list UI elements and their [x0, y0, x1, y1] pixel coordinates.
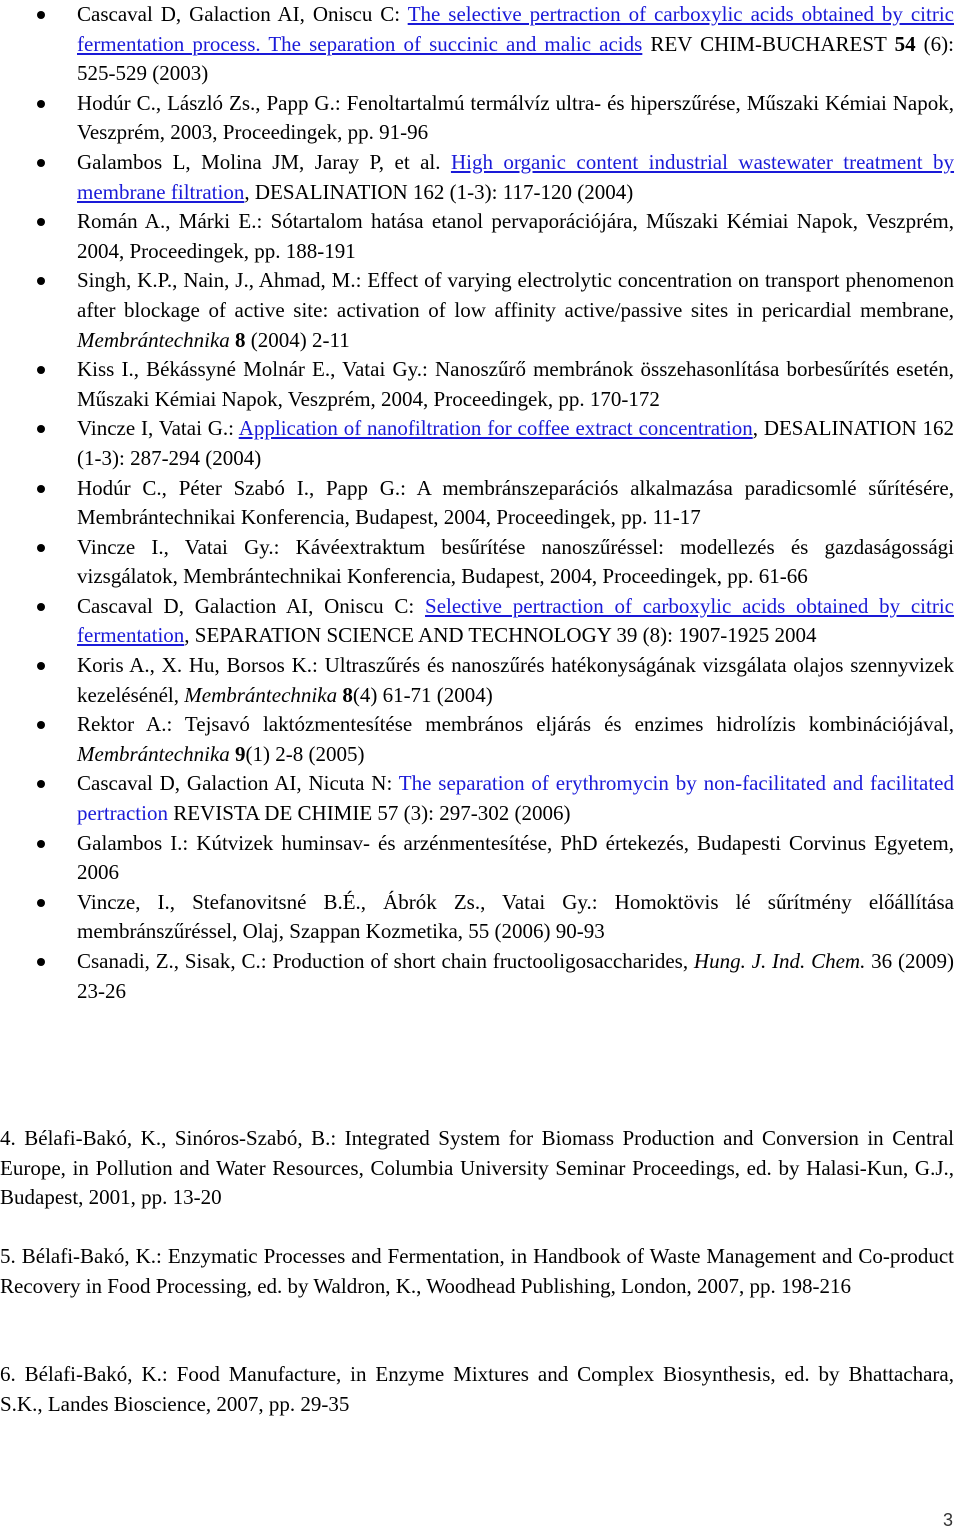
reference-text: Galambos I.: Kútvizek huminsav- és arzénmentesítése, PhD értekezés, Budapesti Corvinus Egyetem, 2006	[77, 830, 954, 885]
reference-item	[0, 888, 960, 947]
reference-text: (2004) 2-11	[245, 327, 350, 352]
reference-text: Hodúr C., Péter Szabó I., Papp G.: A membránszeparációs alkalmazása paradicsomlé sűrítésére, Membrántechnikai Konferencia, Budapest, 2004, Proceedingek, pp. 11-17	[77, 475, 954, 530]
reference-text: Kiss I., Békássyné Molnár E., Vatai Gy.: Nanoszűrő membránok összehasonlítása borbesűrítés esetén, Műszaki Kémiai Napok, Veszprém, 2004, Proceedingek, pp. 170-172	[77, 357, 954, 411]
reference-text: Rektor A.: Tejsavó laktózmentesítése membrános eljárás és enzimes hidrolízis kombinációjával,	[77, 712, 954, 737]
bullet-icon	[37, 366, 45, 374]
bullet-icon	[37, 721, 45, 729]
reference-item	[0, 829, 960, 888]
reference-text: Hodúr C., László Zs., Papp G.: Fenoltartalmú termálvíz ultra- és hiperszűrése, Műszaki Kémiai Napok, Veszprém, 2003, Proceedingek, pp. 91-96	[77, 90, 954, 145]
reference-item	[0, 592, 960, 651]
reference-item	[0, 947, 960, 1006]
bullet-icon	[37, 662, 45, 670]
bullet-icon	[37, 485, 45, 493]
reference-text: Hung. J. Ind. Chem.	[693, 949, 866, 973]
bullet-icon	[37, 780, 45, 788]
reference-item	[0, 207, 960, 266]
reference-link[interactable]: Application of nanofiltration for coffee extract concentration	[238, 416, 753, 441]
reference-text: Membrántechnika	[77, 741, 230, 766]
reference-text: REVISTA DE CHIMIE 57 (3): 297-302 (2006)	[167, 801, 571, 826]
reference-text: Galambos L, Molina JM, Jaray P, et al.	[77, 149, 451, 174]
page-number: 3	[942, 1510, 953, 1530]
reference-text: Cascaval D, Galaction AI, Oniscu C:	[77, 2, 408, 26]
reference-text: Vincze, I., Stefanovitsné B.É., Ábrók Zs., Vatai Gy.: Homoktövis lé sűrítmény előállítása membránszűréssel, Olaj, Szappan Kozmetika, 55 (2006) 90-93	[77, 889, 954, 944]
reference-item	[0, 651, 960, 710]
reference-item	[0, 266, 960, 355]
bullet-icon	[37, 159, 45, 167]
reference-item	[0, 89, 960, 148]
reference-text: , SEPARATION SCIENCE AND TECHNOLOGY 39 (8): 1907-1925 2004	[184, 623, 817, 648]
bullet-icon	[37, 603, 45, 611]
reference-link[interactable]: The selective pertraction of carboxylic acids obtained by citric fermentation process. The separation of succinic and malic acids	[77, 2, 954, 56]
bullet-icon	[37, 218, 45, 226]
bullet-icon	[37, 958, 45, 966]
reference-item	[0, 414, 960, 473]
reference-text: 9	[235, 741, 246, 766]
numbered-reference-6: 6. Bélafi-Bakó, K.: Food Manufacture, in Enzyme Mixtures and Complex Biosynthesis, ed. by Bhattachara, S.K., Landes Bioscience, 2007, pp. 29-35	[0, 1362, 954, 1416]
reference-text: REV CHIM-BUCHAREST	[642, 31, 895, 56]
reference-text: Cascaval D, Galaction AI, Nicuta N:	[77, 771, 399, 796]
reference-item	[0, 355, 960, 414]
reference-text: (6): 525-529 (2003)	[77, 31, 954, 86]
reference-text: (4) 61-71 (2004)	[352, 682, 493, 707]
reference-text: 8	[235, 327, 246, 352]
reference-link[interactable]: High organic content industrial wastewater treatment by membrane filtration	[77, 149, 955, 204]
reference-text: (1) 2-8 (2005)	[245, 741, 365, 766]
reference-text: Membrántechnika	[77, 327, 230, 352]
reference-item	[0, 533, 960, 592]
reference-item	[0, 769, 960, 828]
numbered-reference-4: 4. Bélafi-Bakó, K., Sinóros-Szabó, B.: Integrated System for Biomass Production and Conversion in Central Europe, in Pollution and Water Resources, Columbia University Seminar Proceedings, ed. by Halasi-Kun, G.J., Budapest, 2001, pp. 13-20	[0, 1126, 954, 1210]
reference-text: 54	[894, 31, 916, 56]
reference-text: , DESALINATION 162 (1-3): 117-120 (2004)	[244, 179, 634, 204]
reference-text: 8	[342, 682, 353, 707]
bullet-icon	[37, 544, 45, 552]
bullet-icon	[37, 425, 45, 433]
bullet-icon	[37, 277, 45, 285]
reference-text: Vincze I, Vatai G.:	[77, 416, 239, 441]
reference-text: 36 (2009) 23-26	[77, 949, 954, 1003]
reference-text: Vincze I., Vatai Gy.: Kávéextraktum besűrítése nanoszűréssel: modellezés és gazdaságossági vizsgálatok, Membrántechnikai Konferencia, Budapest, 2004, Proceedingek, pp. 61-66	[77, 534, 954, 589]
reference-text: Koris A., X. Hu, Borsos K.: Ultraszűrés és nanoszűrés hatékonyságának vizsgálata olajos szennyvizek kezelésénél,	[77, 653, 954, 707]
reference-item	[0, 0, 960, 89]
reference-text: Csanadi, Z., Sisak, C.: Production of short chain fructooligosaccharides,	[77, 949, 694, 973]
reference-text: Singh, K.P., Nain, J., Ahmad, M.: Effect of varying electrolytic concentration on transport phenomenon after blockage of active site: activation of low affinity active/passive sites in pericardial membrane,	[77, 268, 954, 322]
bullet-icon	[37, 11, 45, 19]
bullet-icon	[37, 100, 45, 108]
reference-item	[0, 148, 960, 207]
reference-text: , DESALINATION 162 (1-3): 287-294 (2004)	[77, 416, 954, 470]
reference-item	[0, 710, 960, 769]
reference-text: Cascaval D, Galaction AI, Oniscu C:	[77, 593, 426, 618]
reference-title-highlight: The separation of erythromycin by non-facilitated and facilitated pertraction	[77, 771, 954, 826]
bullet-icon	[37, 899, 45, 907]
reference-item	[0, 474, 960, 533]
numbered-reference-5: 5. Bélafi-Bakó, K.: Enzymatic Processes and Fermentation, in Handbook of Waste Management and Co-product Recovery in Food Processing, ed. by Waldron, K., Woodhead Publishing, London, 2007, pp. 198-216	[0, 1244, 954, 1298]
reference-link[interactable]: Selective pertraction of carboxylic acids obtained by citric fermentation	[77, 593, 954, 648]
reference-text: Membrántechnika	[184, 682, 338, 707]
bullet-icon	[37, 840, 45, 848]
reference-text: Román A., Márki E.: Sótartalom hatása etanol pervaporációjára, Műszaki Kémiai Napok, Veszprém, 2004, Proceedingek, pp. 188-191	[77, 209, 954, 263]
